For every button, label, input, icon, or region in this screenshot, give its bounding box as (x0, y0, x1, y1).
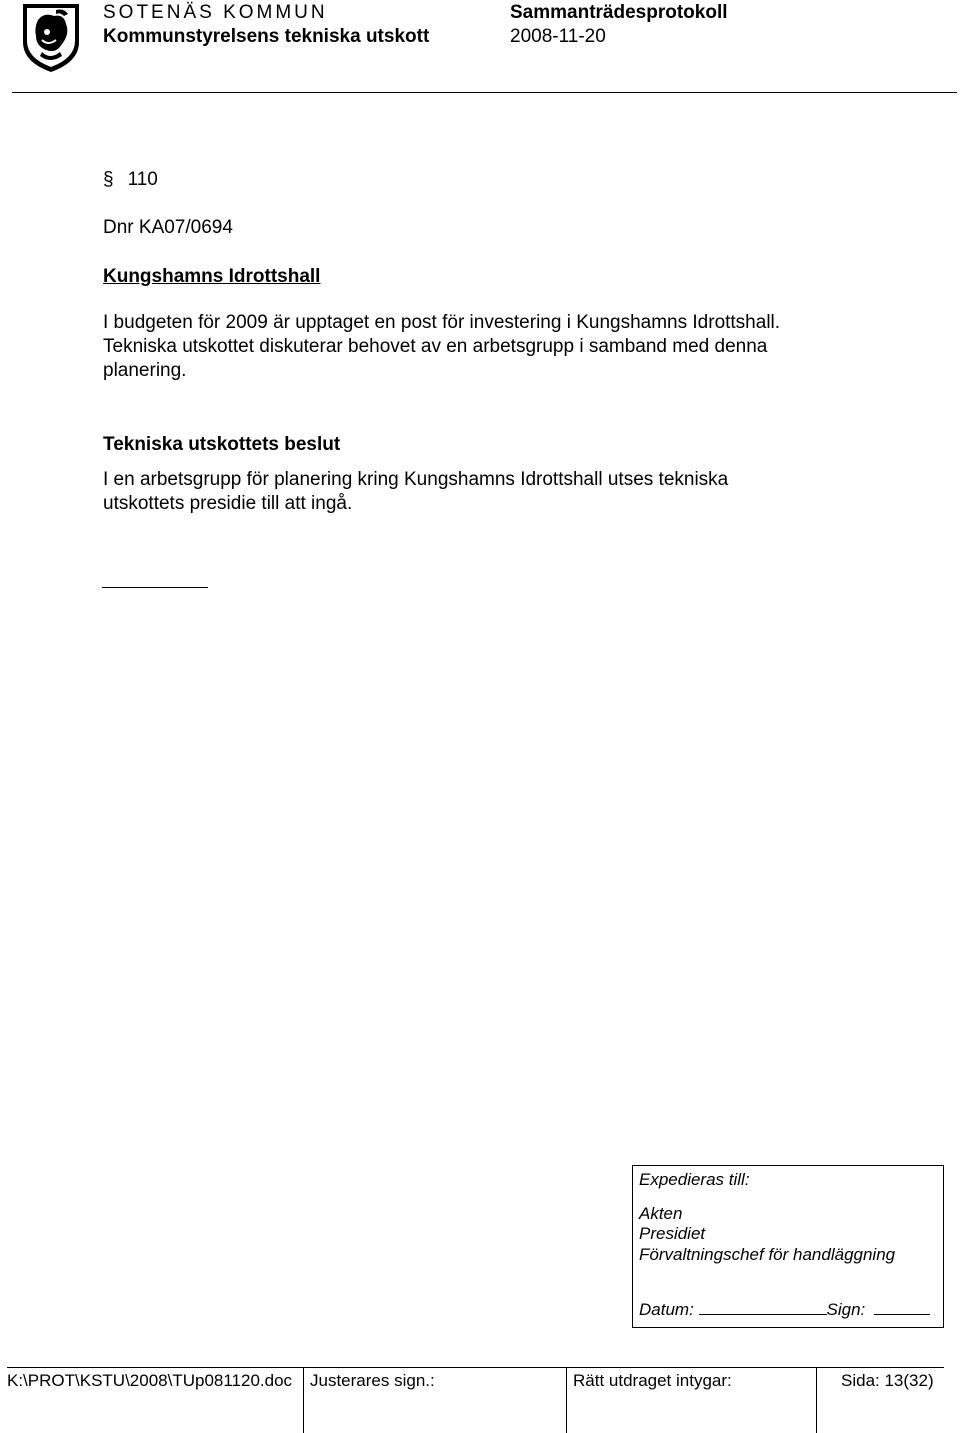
paragraph-sign: § (103, 169, 114, 190)
recipient-item: Förvaltningschef för handläggning (639, 1245, 896, 1264)
date-blank-line (699, 1300, 827, 1315)
intro-line: planering. (103, 360, 187, 381)
decision-line: utskottets presidie till att ingå. (103, 493, 353, 514)
sign-blank-line (874, 1300, 930, 1315)
diary-number: Dnr KA07/0694 (103, 217, 233, 238)
meeting-date: 2008-11-20 (510, 26, 606, 47)
distribution-heading: Expedieras till: (639, 1170, 750, 1189)
footer-column-divider (566, 1367, 567, 1433)
recipient-item: Presidiet (639, 1224, 706, 1243)
sign-label: Sign: (826, 1300, 866, 1319)
intro-line: I budgeten för 2009 är upptaget en post för investering i Kungshamns Idrottshall. (103, 312, 781, 333)
committee-name: Kommunstyrelsens tekniska utskott (103, 26, 430, 47)
decision-paragraph (103, 468, 893, 516)
paragraph-number: 110 (127, 169, 158, 190)
certified-extract-label: Rätt utdraget intygar: (573, 1371, 732, 1390)
paragraph-heading (103, 168, 158, 192)
intro-paragraph (103, 311, 893, 383)
document-type: Sammanträdesprotokoll (510, 2, 728, 23)
footer-column-divider (303, 1367, 304, 1433)
decision-heading: Tekniska utskottets beslut (103, 434, 341, 455)
recipient-item: Akten (639, 1204, 683, 1223)
matter-title: Kungshamns Idrottshall (103, 266, 321, 287)
footer-column-divider (816, 1367, 817, 1433)
section-end-rule (102, 587, 208, 588)
justerares-signature-label: Justerares sign.: (310, 1371, 435, 1390)
intro-line: Tekniska utskottet diskuterar behovet av en arbetsgrupp i samband med denna (103, 336, 768, 357)
header-divider (12, 92, 957, 93)
file-path: K:\PROT\KSTU\2008\TUp081120.doc (7, 1371, 293, 1390)
date-label: Datum: (639, 1300, 694, 1319)
decision-line: I en arbetsgrupp för planering kring Kungshamns Idrottshall utses tekniska (103, 469, 729, 490)
page-number: Sida: 13(32) (841, 1371, 934, 1390)
date-sign-row (639, 1300, 930, 1320)
coat-of-arms-logo (20, 2, 82, 74)
distribution-box (632, 1165, 944, 1328)
municipal-coat-of-arms-icon (20, 2, 82, 74)
organization-name: SOTENÄS KOMMUN (103, 2, 328, 23)
footer-divider (7, 1367, 944, 1368)
